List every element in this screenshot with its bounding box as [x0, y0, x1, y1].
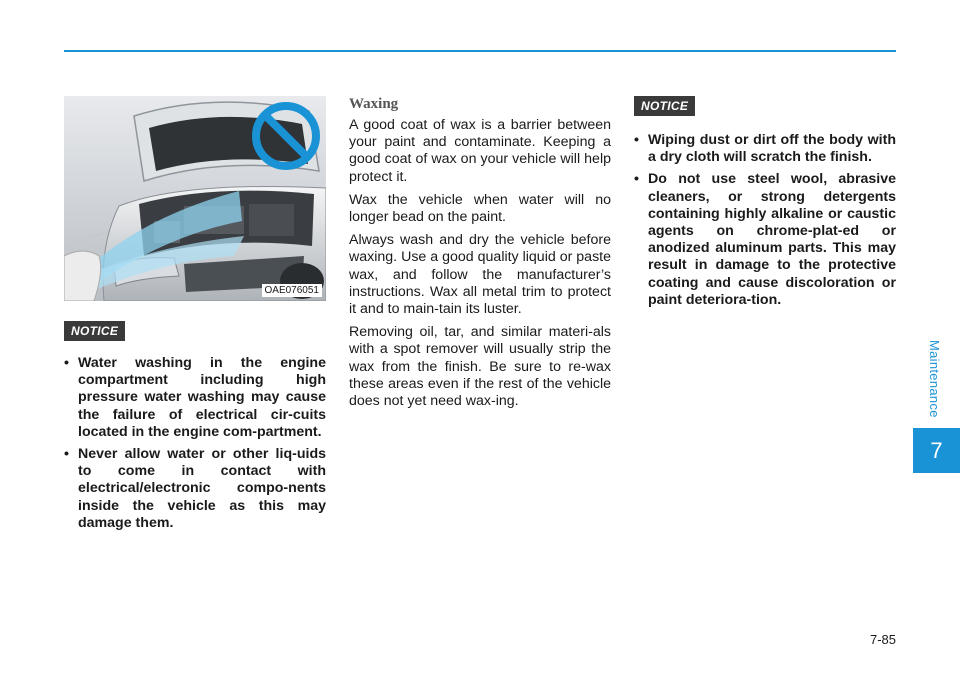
figure-code: OAE076051 — [262, 284, 323, 297]
paragraph: Removing oil, tar, and similar materi-als with a spot remover will usually strip the wax from the finish. Be sure to re-wax these areas even if the rest of the vehicle does not yet need wax-ing. — [349, 324, 611, 410]
paragraph: A good coat of wax is a barrier between your paint and contaminate. Keeping a good coat of wax on your vehicle will help protect it. — [349, 117, 611, 185]
left-column — [64, 96, 326, 537]
right-column — [634, 96, 896, 314]
notice-bullet: • Water washing in the engine compartment including high pressure water washing may cause the failure of electrical cir-cuits located in the engine com-partment. — [64, 355, 326, 441]
notice-bullet: • Wiping dust or dirt off the body with a dry cloth will scratch the finish. — [634, 132, 896, 166]
chapter-side-label: Maintenance — [927, 340, 942, 418]
middle-column — [349, 96, 611, 416]
section-title: Waxing — [349, 96, 399, 112]
notice-label: NOTICE — [634, 96, 695, 116]
paragraph: Always wash and dry the vehicle before waxing. Use a good quality liquid or paste wax, and follow the manufacturer’s instructions. Wax all metal trim to protect it and to main-tain its luster. — [349, 232, 611, 318]
page-number: 7-85 — [869, 632, 896, 647]
header-rule — [64, 50, 896, 52]
engine-wash-illustration — [64, 96, 326, 301]
paragraph: Wax the vehicle when water will no longer bead on the paint. — [349, 191, 611, 226]
engine-wash-figure — [64, 96, 326, 301]
notice-bullet: • Do not use steel wool, abrasive cleaners, or strong detergents containing highly alkaline or caustic agents on chrome-plat-ed or anodized aluminum parts. This may result in damage to the protective coating and cause discoloration or paint deteriora-tion. — [634, 171, 896, 309]
notice-bullet-list — [64, 355, 326, 532]
notice-label: NOTICE — [64, 321, 125, 341]
notice-bullet: • Never allow water or other liq-uids to come in contact with electrical/electronic compo-nents inside the vehicle as this may damage them. — [64, 446, 326, 532]
notice-bullet-list — [634, 132, 896, 309]
chapter-tab: 7 — [913, 428, 960, 473]
